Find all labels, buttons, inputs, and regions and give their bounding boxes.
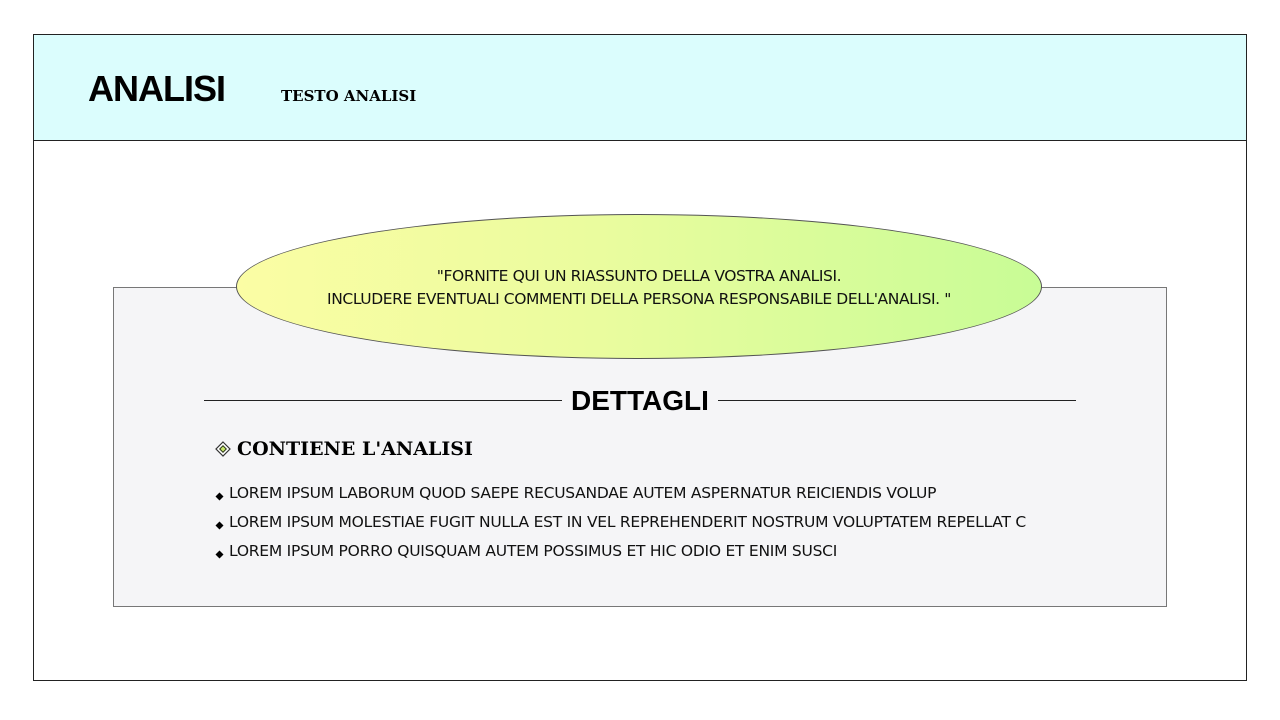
bullet-list xyxy=(215,478,1026,565)
list-item xyxy=(215,478,1026,507)
list-item xyxy=(215,536,1026,565)
list-item xyxy=(215,507,1026,536)
summary-ellipse xyxy=(236,214,1042,359)
bullet-text: LOREM IPSUM PORRO QUISQUAM AUTEM POSSIMUS ET HIC ODIO ET ENIM SUSCI xyxy=(229,541,838,560)
bullet-diamond-icon xyxy=(215,517,224,526)
heading-rule-left xyxy=(204,400,562,401)
analysis-subheading xyxy=(215,436,473,462)
bullet-diamond-icon xyxy=(215,546,224,555)
bullet-text: LOREM IPSUM MOLESTIAE FUGIT NULLA EST IN VEL REPREHENDERIT NOSTRUM VOLUPTATEM REPELLAT C xyxy=(229,512,1026,531)
page-subtitle: TESTO ANALISI xyxy=(281,87,417,105)
details-heading: DETTAGLI xyxy=(571,385,709,416)
summary-line: "FORNITE QUI UN RIASSUNTO DELLA VOSTRA ANALISI. xyxy=(436,266,842,285)
heading-rule-right xyxy=(718,400,1076,401)
bullet-diamond-icon xyxy=(215,488,224,497)
summary-line: INCLUDERE EVENTUALI COMMENTI DELLA PERSONA RESPONSABILE DELL'ANALISI. " xyxy=(327,289,951,308)
page-title: ANALISI xyxy=(88,68,225,109)
summary-text xyxy=(327,263,951,311)
subheading-label: CONTIENE L'ANALISI xyxy=(237,438,473,460)
bullet-text: LOREM IPSUM LABORUM QUOD SAEPE RECUSANDAE AUTEM ASPERNATUR REICIENDIS VOLUP xyxy=(229,483,937,502)
diamond-icon xyxy=(215,441,231,457)
header-bar xyxy=(34,35,1246,141)
